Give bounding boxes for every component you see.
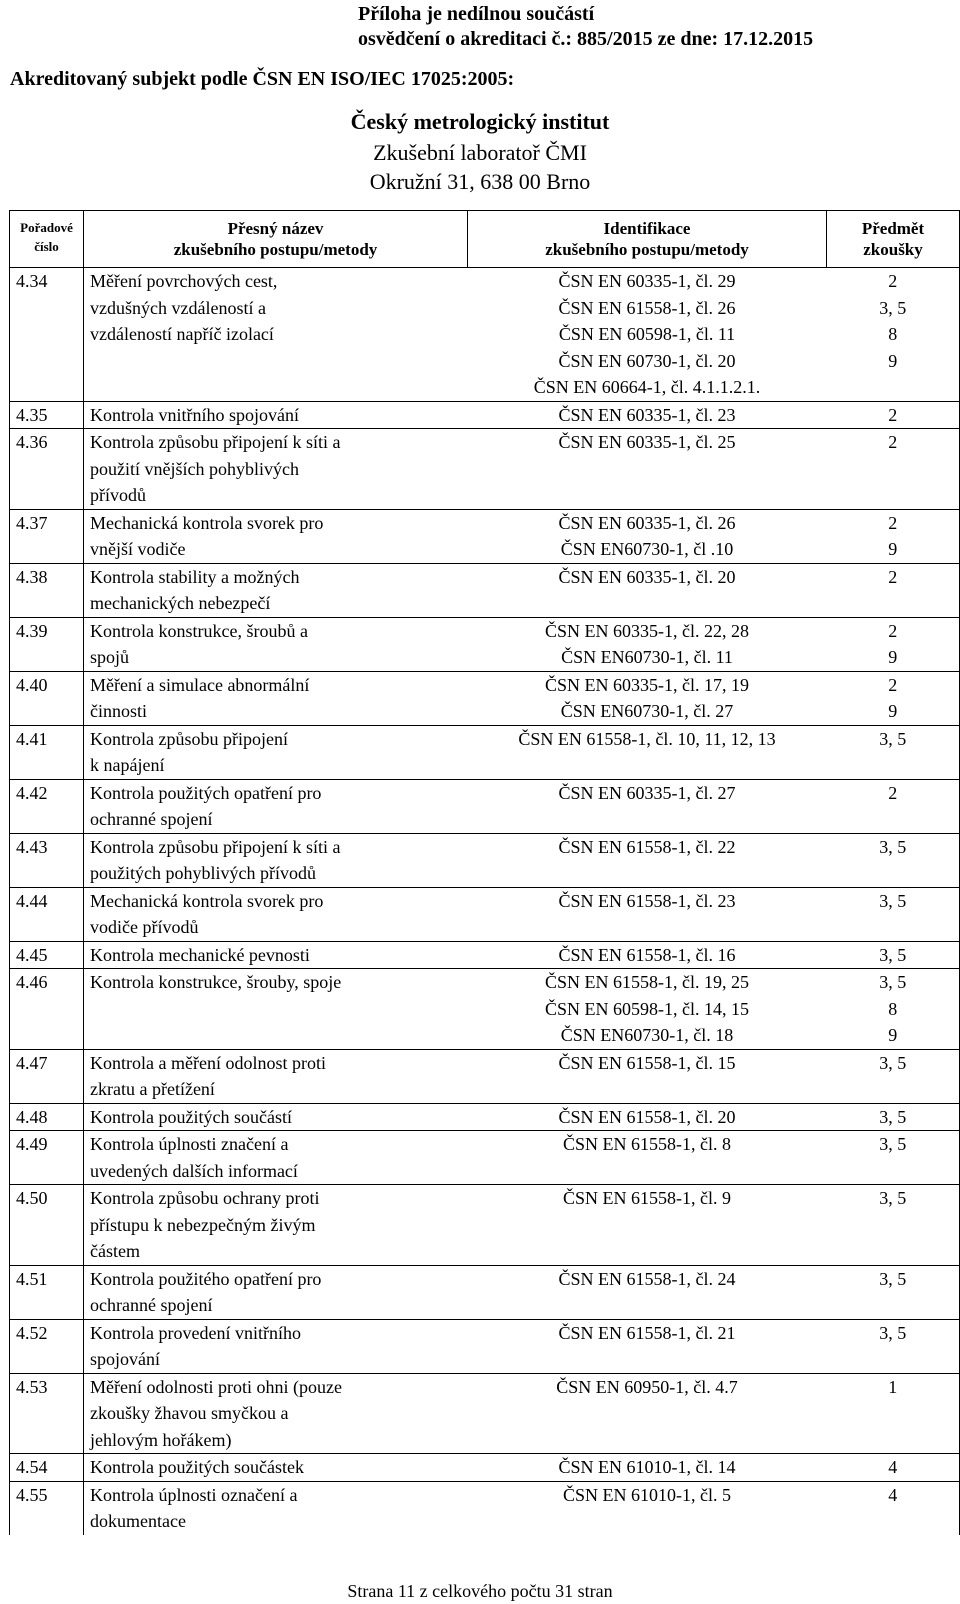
table-row [10,833,960,887]
test-subject: 2 3, 5 8 9 [827,268,960,402]
row-number: 4.48 [10,1103,84,1131]
test-subject: 2 [827,401,960,429]
page-footer: Strana 11 z celkového počtu 31 stran [347,1581,613,1601]
method-name: Kontrola stability a možných mechanických nebezpečí [84,563,468,617]
table-row [10,1131,960,1185]
row-number: 4.37 [10,509,84,563]
table-row [10,1454,960,1482]
table-row [10,429,960,510]
table-row [10,268,960,402]
table-row [10,509,960,563]
accreditation-reference: osvědčení o akreditaci č.: 885/2015 ze dne: 17.12.2015 [358,28,814,50]
method-name: Kontrola použitého opatření pro ochranné spojení [84,1265,468,1319]
method-identification: ČSN EN 61558-1, čl. 8 [468,1131,827,1185]
header-test-subject: Předmět zkoušky [827,211,960,268]
method-identification: ČSN EN 61010-1, čl. 5 [468,1481,827,1535]
table-row [10,779,960,833]
method-identification: ČSN EN 60335-1, čl. 23 [468,401,827,429]
method-name: Kontrola provedení vnitřního spojování [84,1319,468,1373]
test-subject: 3, 5 [827,1185,960,1266]
method-name: Kontrola použitých opatření pro ochranné spojení [84,779,468,833]
table-row [10,1265,960,1319]
method-identification: ČSN EN 61558-1, čl. 24 [468,1265,827,1319]
test-subject: 2 [827,563,960,617]
method-identification: ČSN EN 61558-1, čl. 23 [468,887,827,941]
test-subject: 3, 5 [827,887,960,941]
method-identification: ČSN EN 61558-1, čl. 9 [468,1185,827,1266]
method-identification: ČSN EN 60335-1, čl. 20 [468,563,827,617]
header-sequence-number: Pořadové číslo [10,211,84,268]
table-row [10,563,960,617]
row-number: 4.47 [10,1049,84,1103]
row-number: 4.49 [10,1131,84,1185]
method-name: Kontrola způsobu ochrany proti přístupu k nebezpečným živým částem [84,1185,468,1266]
table-row [10,1049,960,1103]
row-number: 4.40 [10,671,84,725]
method-name: Měření povrchových cest, vzdušných vzdáleností a vzdáleností napříč izolací [84,268,468,402]
test-subject: 3, 5 [827,1103,960,1131]
test-subject: 4 [827,1481,960,1535]
test-subject: 3, 5 [827,1265,960,1319]
row-number: 4.55 [10,1481,84,1535]
method-identification: ČSN EN 60335-1, čl. 29 ČSN EN 61558-1, čl. 26 ČSN EN 60598-1, čl. 11 ČSN EN 60730-1, čl. 20 ČSN EN 60664-1, čl. 4.1.1.2.1. [468,268,827,402]
method-name: Kontrola způsobu připojení k síti a použitých pohyblivých přívodů [84,833,468,887]
method-identification: ČSN EN 61558-1, čl. 10, 11, 12, 13 [468,725,827,779]
table-row [10,617,960,671]
laboratory-address: Okružní 31, 638 00 Brno [369,169,591,194]
row-number: 4.44 [10,887,84,941]
method-name: Měření odolnosti proti ohni (pouze zkoušky žhavou smyčkou a jehlovým hořákem) [84,1373,468,1454]
table-row [10,1185,960,1266]
method-name: Kontrola konstrukce, šroubů a spojů [84,617,468,671]
laboratory-name: Zkušební laboratoř ČMI [373,140,587,165]
method-identification: ČSN EN 61558-1, čl. 19, 25 ČSN EN 60598-1, čl. 14, 15 ČSN EN60730-1, čl. 18 [468,969,827,1050]
method-identification: ČSN EN 60335-1, čl. 25 [468,429,827,510]
row-number: 4.46 [10,969,84,1050]
method-name: Kontrola způsobu připojení k síti a použití vnějších pohyblivých přívodů [84,429,468,510]
table-header-row [10,211,960,268]
method-name: Kontrola úplnosti značení a uvedených dalších informací [84,1131,468,1185]
test-methods-table [9,210,960,1535]
test-subject: 2 [827,779,960,833]
table-row [10,1103,960,1131]
method-name: Kontrola použitých součástí [84,1103,468,1131]
accredited-subject-label: Akreditovaný subjekt podle ČSN EN ISO/IEC 17025:2005: [10,68,515,90]
row-number: 4.41 [10,725,84,779]
test-subject: 2 9 [827,617,960,671]
header-method-identification: Identifikace zkušebního postupu/metody [468,211,827,268]
row-number: 4.34 [10,268,84,402]
table-row [10,401,960,429]
table-row [10,1319,960,1373]
row-number: 4.43 [10,833,84,887]
test-subject: 3, 5 [827,1131,960,1185]
method-identification: ČSN EN 61558-1, čl. 15 [468,1049,827,1103]
test-subject: 2 [827,429,960,510]
table-row [10,671,960,725]
method-name: Kontrola mechanické pevnosti [84,941,468,969]
table-row [10,1373,960,1454]
row-number: 4.50 [10,1185,84,1266]
table-row [10,887,960,941]
test-subject: 1 [827,1373,960,1454]
row-number: 4.52 [10,1319,84,1373]
organization-name: Český metrologický institut [350,109,610,134]
method-identification: ČSN EN 60335-1, čl. 26 ČSN EN60730-1, čl .10 [468,509,827,563]
row-number: 4.35 [10,401,84,429]
method-name: Kontrola způsobu připojení k napájení [84,725,468,779]
method-identification: ČSN EN 60335-1, čl. 17, 19 ČSN EN60730-1, čl. 27 [468,671,827,725]
test-subject: 4 [827,1454,960,1482]
row-number: 4.42 [10,779,84,833]
annex-note: Příloha je nedílnou součástí [358,3,595,25]
method-name: Kontrola konstrukce, šrouby, spoje [84,969,468,1050]
test-subject: 3, 5 [827,725,960,779]
method-identification: ČSN EN 61010-1, čl. 14 [468,1454,827,1482]
table-row [10,941,960,969]
test-subject: 3, 5 [827,941,960,969]
row-number: 4.39 [10,617,84,671]
row-number: 4.38 [10,563,84,617]
method-name: Kontrola úplnosti označení a dokumentace [84,1481,468,1535]
method-identification: ČSN EN 61558-1, čl. 22 [468,833,827,887]
method-name: Kontrola použitých součástek [84,1454,468,1482]
test-subject: 3, 5 8 9 [827,969,960,1050]
row-number: 4.45 [10,941,84,969]
header-method-name: Přesný název zkušebního postupu/metody [84,211,468,268]
table-row [10,1481,960,1535]
method-name: Mechanická kontrola svorek pro vnější vodiče [84,509,468,563]
method-identification: ČSN EN 60335-1, čl. 27 [468,779,827,833]
test-subject: 2 9 [827,671,960,725]
method-name: Měření a simulace abnormální činnosti [84,671,468,725]
test-subject: 2 9 [827,509,960,563]
method-name: Mechanická kontrola svorek pro vodiče přívodů [84,887,468,941]
table-row [10,969,960,1050]
method-identification: ČSN EN 61558-1, čl. 20 [468,1103,827,1131]
table-row [10,725,960,779]
method-identification: ČSN EN 60950-1, čl. 4.7 [468,1373,827,1454]
method-identification: ČSN EN 60335-1, čl. 22, 28 ČSN EN60730-1, čl. 11 [468,617,827,671]
row-number: 4.36 [10,429,84,510]
method-name: Kontrola vnitřního spojování [84,401,468,429]
method-name: Kontrola a měření odolnost proti zkratu a přetížení [84,1049,468,1103]
method-identification: ČSN EN 61558-1, čl. 21 [468,1319,827,1373]
method-identification: ČSN EN 61558-1, čl. 16 [468,941,827,969]
test-subject: 3, 5 [827,1049,960,1103]
row-number: 4.54 [10,1454,84,1482]
row-number: 4.53 [10,1373,84,1454]
row-number: 4.51 [10,1265,84,1319]
test-subject: 3, 5 [827,1319,960,1373]
test-subject: 3, 5 [827,833,960,887]
